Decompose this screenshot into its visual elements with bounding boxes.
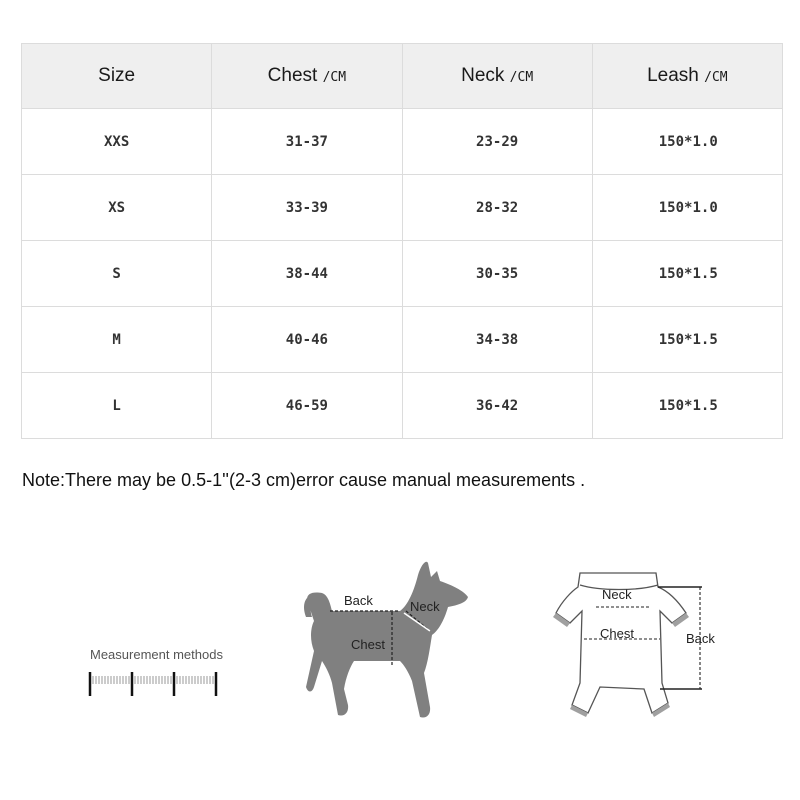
dog-neck-label: Neck xyxy=(410,599,440,614)
leash-cell: 150*1.0 xyxy=(592,175,782,241)
header-neck-unit: /CM xyxy=(509,70,534,85)
chest-cell: 33-39 xyxy=(212,175,402,241)
leash-cell: 150*1.0 xyxy=(592,109,782,175)
neck-cell: 30-35 xyxy=(402,241,592,307)
header-size-label: Size xyxy=(98,65,136,86)
size-cell: M xyxy=(22,307,212,373)
size-chart-table xyxy=(21,43,783,439)
header-neck-label: Neck xyxy=(461,65,505,86)
measurement-methods-label: Measurement methods xyxy=(90,647,223,662)
size-cell: S xyxy=(22,241,212,307)
leash-cell: 150*1.5 xyxy=(592,307,782,373)
header-leash-label: Leash xyxy=(647,65,699,86)
suit-chest-label: Chest xyxy=(600,626,634,641)
neck-cell: 28-32 xyxy=(402,175,592,241)
leash-cell: 150*1.5 xyxy=(592,241,782,307)
neck-cell: 34-38 xyxy=(402,307,592,373)
neck-cell: 36-42 xyxy=(402,373,592,439)
size-cell: L xyxy=(22,373,212,439)
ruler-icon xyxy=(88,670,220,700)
header-size xyxy=(22,44,212,109)
suit-neck-label: Neck xyxy=(602,587,632,602)
table-header-row xyxy=(22,44,783,109)
table-row xyxy=(22,109,783,175)
chest-cell: 38-44 xyxy=(212,241,402,307)
suit-back-label: Back xyxy=(686,631,715,646)
chest-cell: 46-59 xyxy=(212,373,402,439)
header-leash-unit: /CM xyxy=(704,70,728,85)
leash-cell: 150*1.5 xyxy=(592,373,782,439)
header-chest-label: Chest xyxy=(267,65,318,86)
size-cell: XS xyxy=(22,175,212,241)
table-row xyxy=(22,307,783,373)
table-row xyxy=(22,241,783,307)
table-row xyxy=(22,175,783,241)
size-cell: XXS xyxy=(22,109,212,175)
dog-measurement-diagram xyxy=(300,555,475,725)
table-row xyxy=(22,373,783,439)
chest-cell: 40-46 xyxy=(212,307,402,373)
header-chest xyxy=(212,44,402,109)
dog-silhouette-icon xyxy=(304,562,468,718)
neck-cell: 23-29 xyxy=(402,109,592,175)
measurement-note: Note:There may be 0.5-1''(2-3 cm)error cause manual measurements . xyxy=(22,470,586,490)
dog-suit-measurement-diagram xyxy=(540,565,720,725)
dog-chest-label: Chest xyxy=(351,637,385,652)
dog-back-label: Back xyxy=(344,593,373,608)
header-leash xyxy=(592,44,782,109)
header-chest-unit: /CM xyxy=(322,70,347,85)
header-neck xyxy=(402,44,592,109)
chest-cell: 31-37 xyxy=(212,109,402,175)
